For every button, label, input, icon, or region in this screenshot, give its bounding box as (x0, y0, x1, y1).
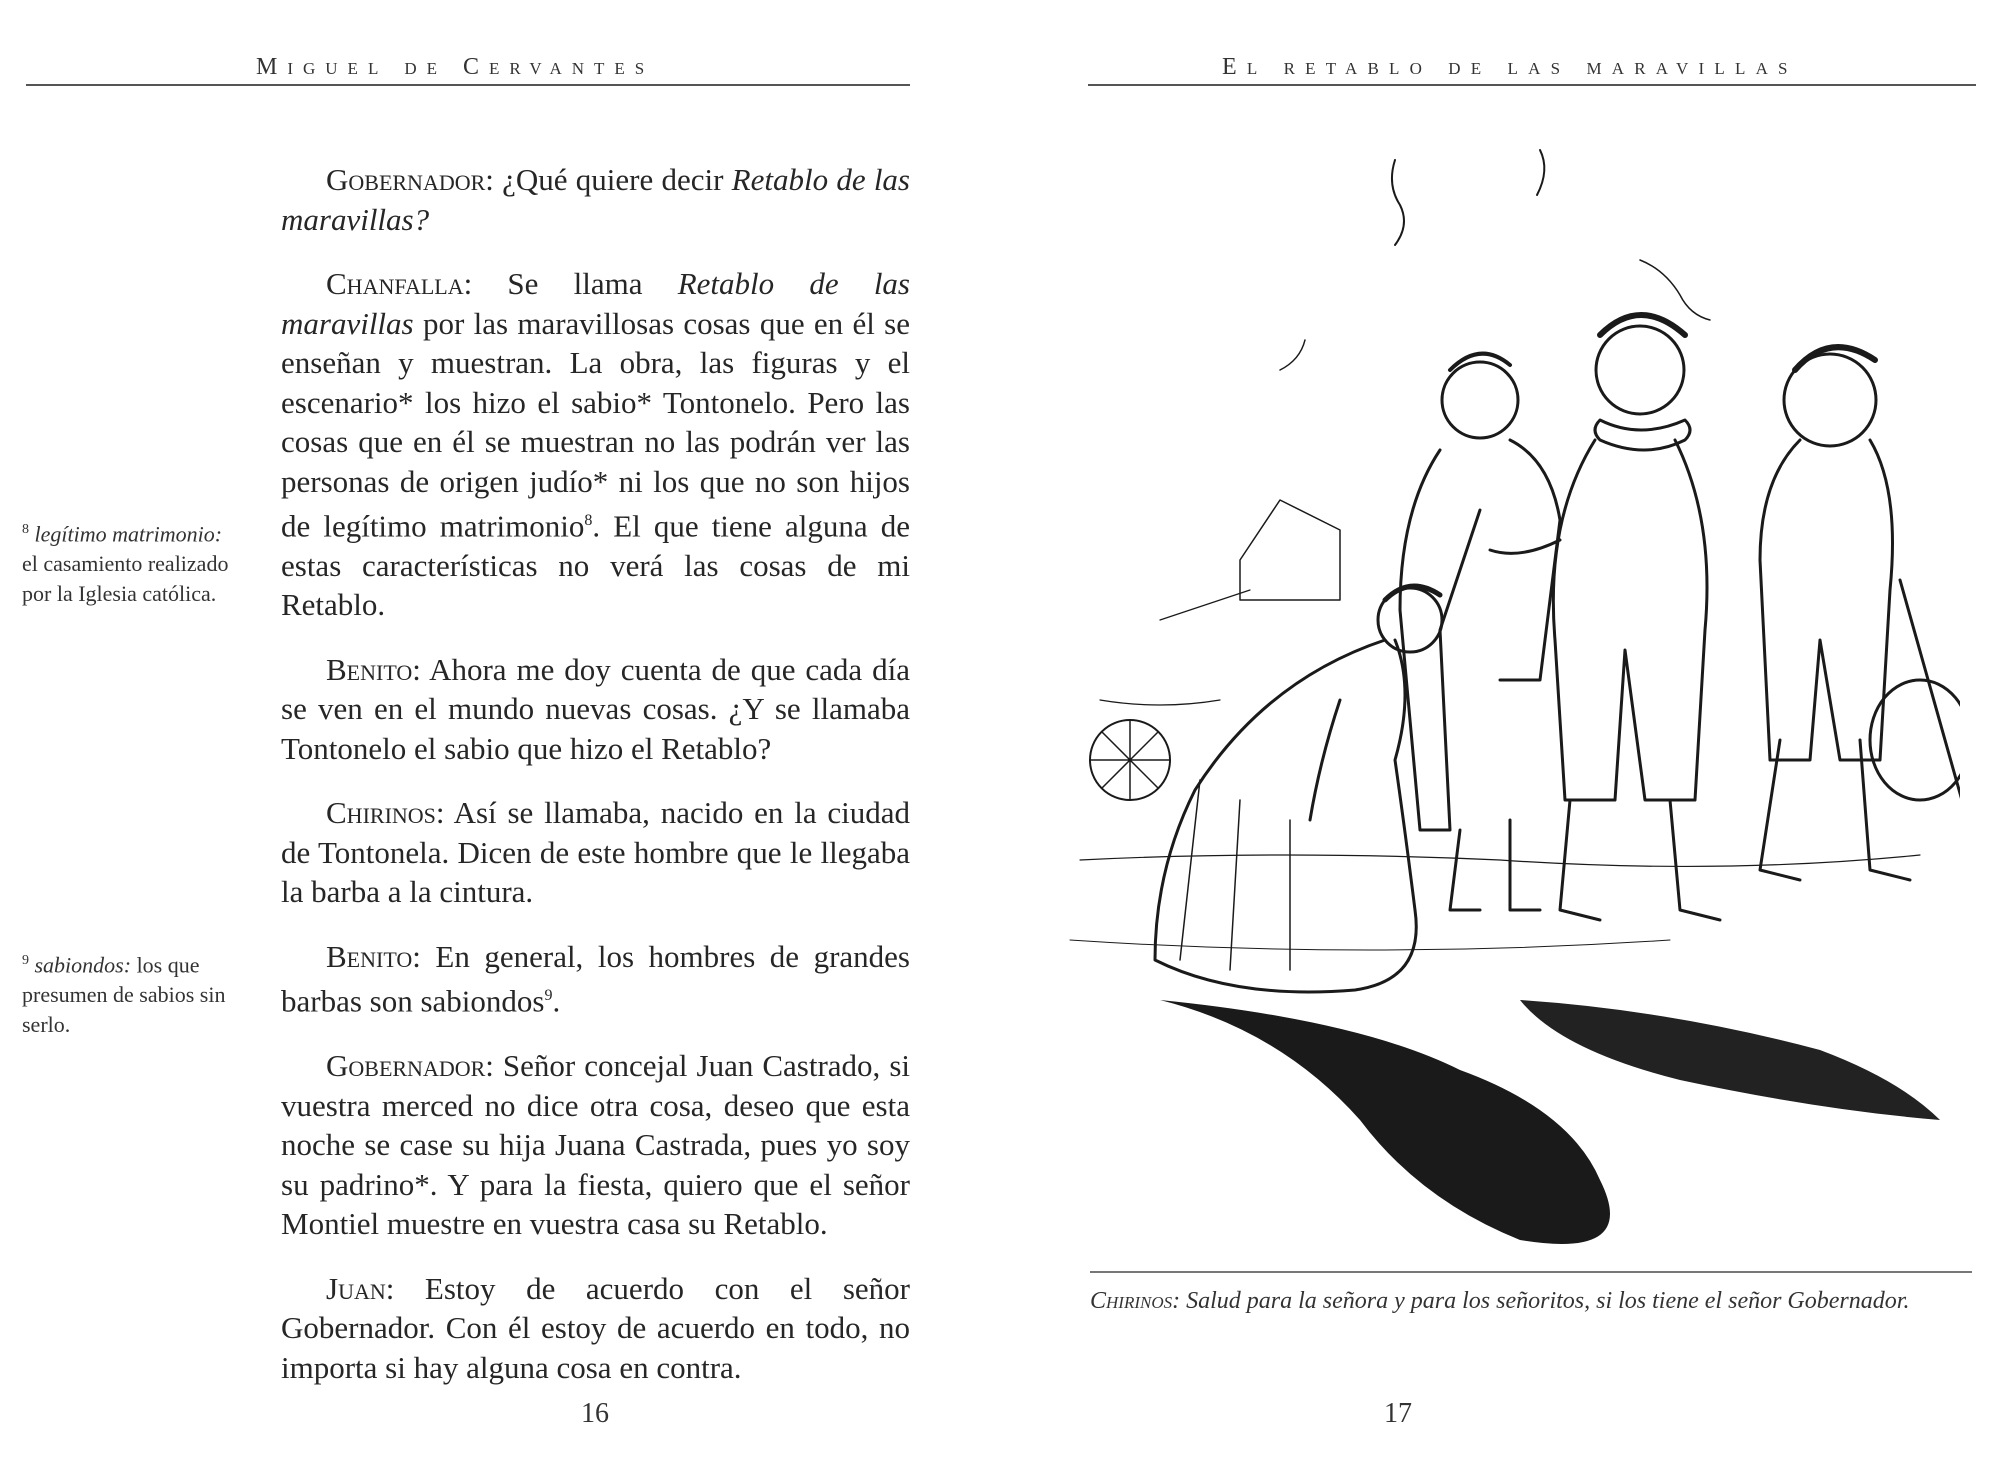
running-head-author: Miguel de Cervantes (256, 54, 655, 80)
running-head-title: El retablo de las maravillas (1222, 54, 1798, 80)
dialogue-line: Estoy de acuerdo con el señor Gobernador. Con él estoy de acuerdo en todo, no importa si hay alguna cosa en contra. (281, 1270, 910, 1385)
dialogue-line: Así se llamaba, nacido en la ciudad de Tontonela. Dicen de este hombre que le llegaba la barba a la cintura. (281, 795, 910, 910)
header-rule (1088, 84, 1976, 86)
footnote-number: 8 (22, 522, 29, 537)
caption-text: Salud para la señora y para los señoritos, si los tiene el señor Gobernador. (1180, 1288, 1910, 1314)
dialogue-paragraph (281, 264, 910, 625)
dialogue-line: . (552, 983, 561, 1019)
speaker-name: Gobernador: (326, 162, 494, 197)
dialogue-paragraph (281, 1046, 910, 1244)
footnote-ref: 9 (544, 987, 553, 1005)
title-italic: Retablo de las maravillas (281, 266, 911, 341)
speaker-name: Benito: (326, 938, 421, 974)
page-number: 16 (581, 1398, 609, 1429)
speaker-name: Gobernador: (326, 1048, 494, 1084)
footnote-term: sabiondos: (29, 952, 132, 978)
footnote-number: 9 (22, 953, 29, 968)
dialogue-line: . El que tiene alguna de estas características no verá las cosas de mi Retablo. (281, 508, 910, 623)
dialogue-paragraph (281, 650, 910, 769)
dialogue-line: por las maravillosas cosas que en él se enseñan y muestran. La obra, las figuras y el escenario* los hizo el sabio* Tontonelo. Pero las cosas que en él se muestran no las podrán ver las personas de origen judío* ni los que no son hijos de legítimo matrimonio (281, 305, 910, 544)
header-rule (26, 84, 910, 86)
dialogue-paragraph (281, 1269, 910, 1388)
dialogue-paragraph (281, 160, 910, 239)
dialogue-text (281, 160, 910, 1412)
speaker-name: Chirinos: (326, 795, 445, 831)
dialogue-line: En general, los hombres de grandes barbas son sabiondos (281, 938, 910, 1019)
illustration (1040, 140, 1960, 1260)
dialogue-paragraph (281, 793, 910, 912)
dialogue-line: ¿Qué quiere decir (493, 162, 732, 197)
footnote-ref: 8 (584, 512, 593, 529)
footnote-term: legítimo matrimonio: (29, 521, 223, 547)
speaker-name: Juan: (326, 1270, 395, 1306)
footnote-definition: el casamiento realizado por la Iglesia católica. (22, 551, 229, 607)
speaker-name: Benito: (326, 651, 421, 687)
dialogue-line: Se llama (472, 266, 678, 301)
footnote-8 (22, 515, 242, 609)
dialogue-line: Ahora me doy cuenta de que cada día se ven en el mundo nuevas cosas. ¿Y se llamaba Tontonelo el sabio que hizo el Retablo? (281, 651, 910, 766)
speaker-name: Chanfalla: (326, 266, 473, 301)
caption-speaker: Chirinos: (1090, 1288, 1181, 1314)
right-page (1000, 0, 2000, 1463)
dialogue-line: Señor concejal Juan Castrado, si vuestra merced no dice otra cosa, deseo que esta noche se case su hija Juana Castrada, pues yo soy su padrino*. Y para la fiesta, quiero que el señor Montiel muestre en vuestra casa su Retablo. (281, 1048, 910, 1242)
footnote-9 (22, 946, 242, 1040)
dialogue-paragraph (281, 937, 910, 1021)
illustration-caption (1090, 1271, 1972, 1318)
page-number: 17 (1384, 1398, 1412, 1429)
title-italic: Retablo de las maravillas? (281, 162, 910, 237)
footnote-definition: los que presumen de sabios sin serlo. (22, 952, 226, 1038)
